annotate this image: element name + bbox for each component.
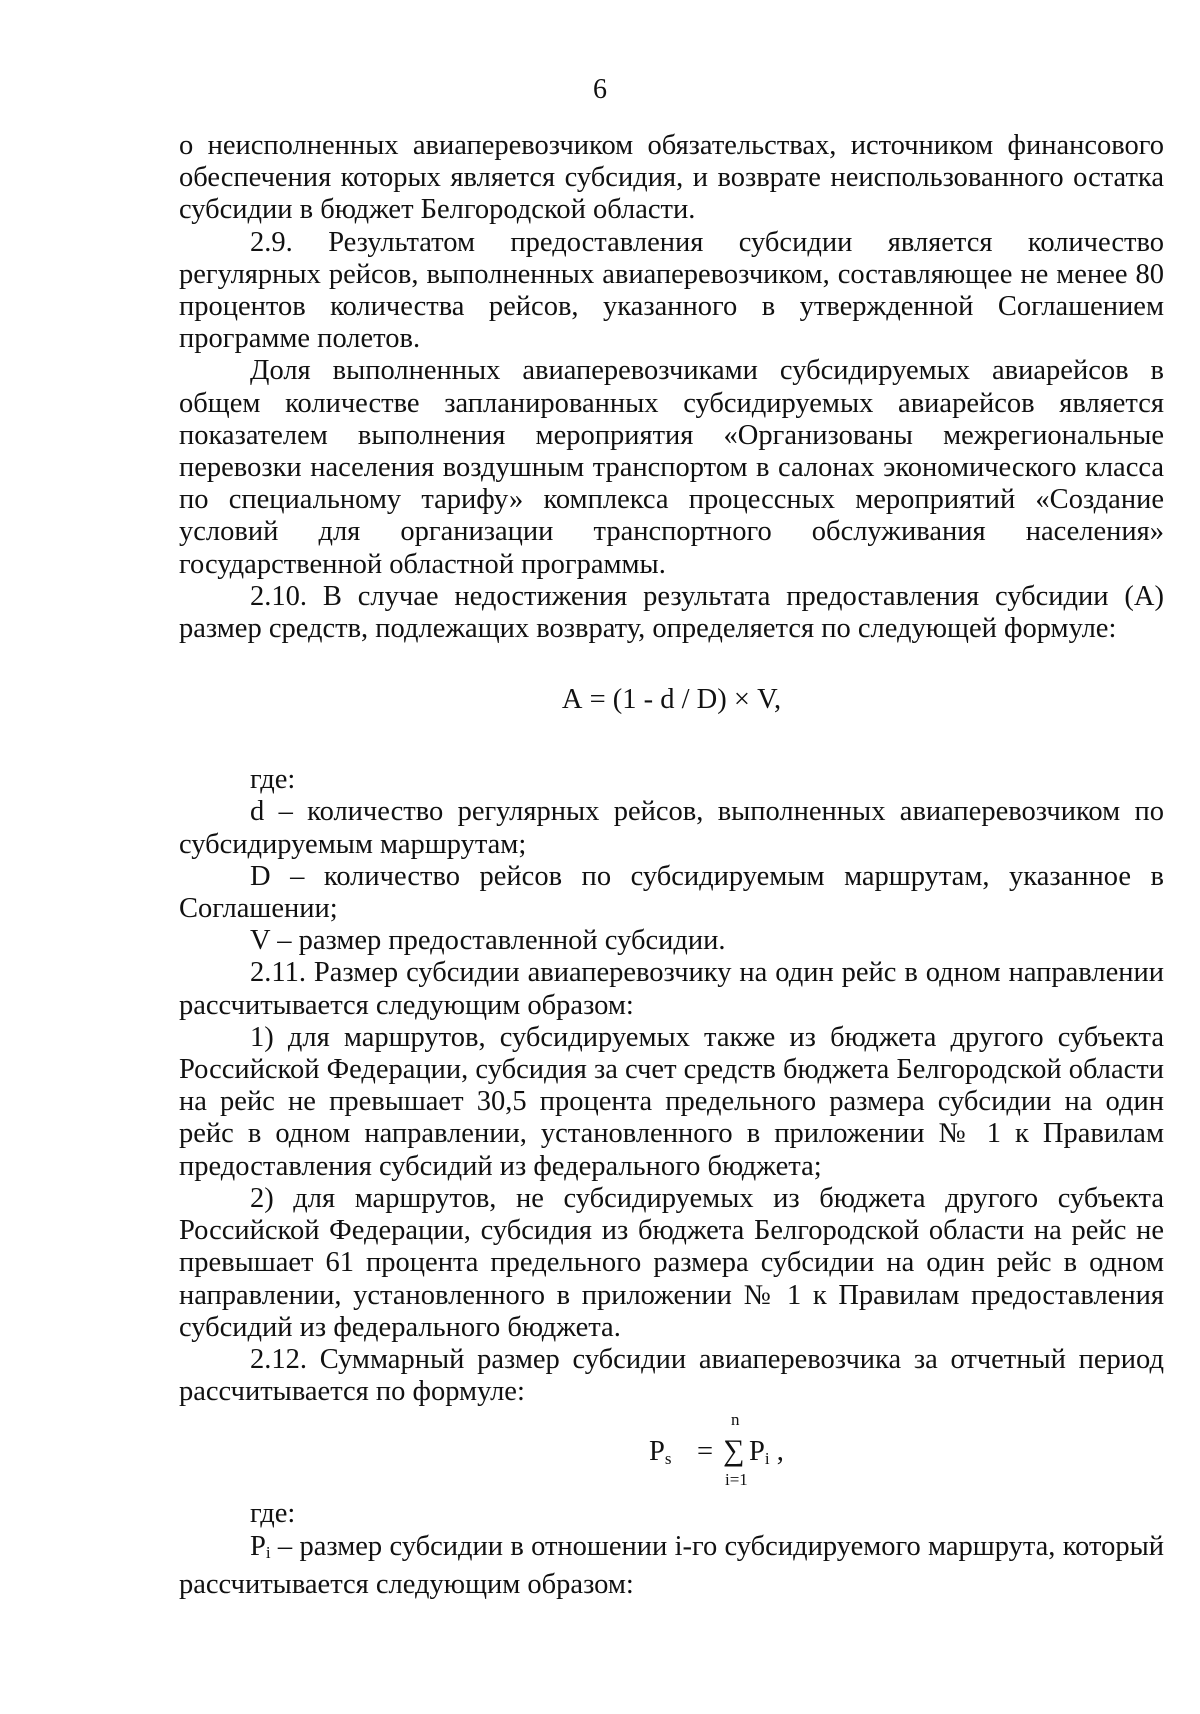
definition-V: V – размер предоставленной субсидии. xyxy=(250,925,726,957)
paragraph-2-9: 2.9. Результатом предоставления субсидии является количество регулярных рейсов, выполненных авиаперевозчиком, составляющее не менее 80 процентов количества рейсов, указанного в утвержденной Соглашением программе полетов. xyxy=(179,226,1164,355)
document-body xyxy=(179,130,1164,1601)
paragraph-share-indicator: Доля выполненных авиаперевозчиками субсидируемых авиарейсов в общем количестве запланированных субсидируемых авиарейсов является показателем выполнения мероприятия «Организованы межрегиональные перевозки населения воздушным транспортом в салонах экономического класса по специальному тарифу» комплекса процессных мероприятий «Создание условий для организации транспортного обслуживания населения» государственной областной программы. xyxy=(179,355,1164,580)
formula-sum-term-sub: i xyxy=(764,1449,770,1469)
paragraph-2-11: 2.11. Размер субсидии авиаперевозчику на один рейс в одном направлении рассчитывается следующим образом: xyxy=(179,957,1164,1021)
pi-symbol xyxy=(250,1531,271,1562)
formula-refund: А = (1 - d / D) × V, xyxy=(561,684,782,716)
paragraph-item-1: 1) для маршрутов, субсидируемых также из бюджета другого субъекта Российской Федерации, субсидия за счет средств бюджета Белгородской области на рейс не превышает 30,5 процента предельного размера субсидии на один рейс в одном направлении, установленного в приложении № 1 к Правилам предоставления субсидий из федерального бюджета; xyxy=(179,1021,1164,1182)
pi-symbol-base: P xyxy=(250,1530,266,1562)
formula-sum-lhs xyxy=(649,1436,671,1475)
where-label-2: где: xyxy=(250,1498,296,1530)
formula-sum-lower-limit: i=1 xyxy=(725,1470,748,1490)
sigma-icon: ∑ xyxy=(723,1434,745,1468)
paragraph-2-12: 2.12. Суммарный размер субсидии авиаперевозчика за отчетный период рассчитывается по формуле: xyxy=(179,1343,1164,1408)
paragraph-item-2: 2) для маршрутов, не субсидируемых из бюджета другого субъекта Российской Федерации, субсидия из бюджета Белгородской области на рейс не превышает 61 процента предельного размера субсидии на один рейс в одном направлении, установленного в приложении № 1 к Правилам предоставления субсидий из федерального бюджета. xyxy=(179,1182,1164,1343)
paragraph-continuation: о неисполненных авиаперевозчиком обязательствах, источником финансового обеспечения которых является субсидия, и возврате неиспользованного остатка субсидии в бюджет Белгородской области. xyxy=(179,130,1164,226)
formula-sum-equals: = xyxy=(697,1436,714,1468)
where-label-1: где: xyxy=(250,764,296,796)
definition-D: D – количество рейсов по субсидируемым маршрутам, указанное в Соглашении; xyxy=(179,860,1164,925)
page-number: 6 xyxy=(593,74,607,105)
formula-sum-lhs-base: P xyxy=(649,1436,665,1468)
formula-sum-tail: , xyxy=(769,1436,784,1468)
formula-sum-body xyxy=(649,1408,849,1498)
definition-Pi xyxy=(179,1531,1164,1601)
definition-Pi-text: – размер субсидии в отношении i-го субсидируемого маршрута, который рассчитывается следующим образом: xyxy=(179,1530,1164,1600)
pi-symbol-sub: i xyxy=(265,1542,271,1562)
definition-d: d – количество регулярных рейсов, выполненных авиаперевозчиком по субсидируемым маршрутам; xyxy=(179,796,1164,860)
formula-sum-lhs-sub: s xyxy=(664,1449,672,1469)
formula-sum xyxy=(179,1408,1164,1498)
formula-sum-term xyxy=(749,1436,784,1475)
formula-sum-upper-limit: n xyxy=(731,1410,740,1430)
paragraph-2-10: 2.10. В случае недостижения результата предоставления субсидии (А) размер средств, подлежащих возврату, определяется по следующей формуле: xyxy=(179,580,1164,645)
formula-sum-term-base: P xyxy=(749,1436,765,1468)
